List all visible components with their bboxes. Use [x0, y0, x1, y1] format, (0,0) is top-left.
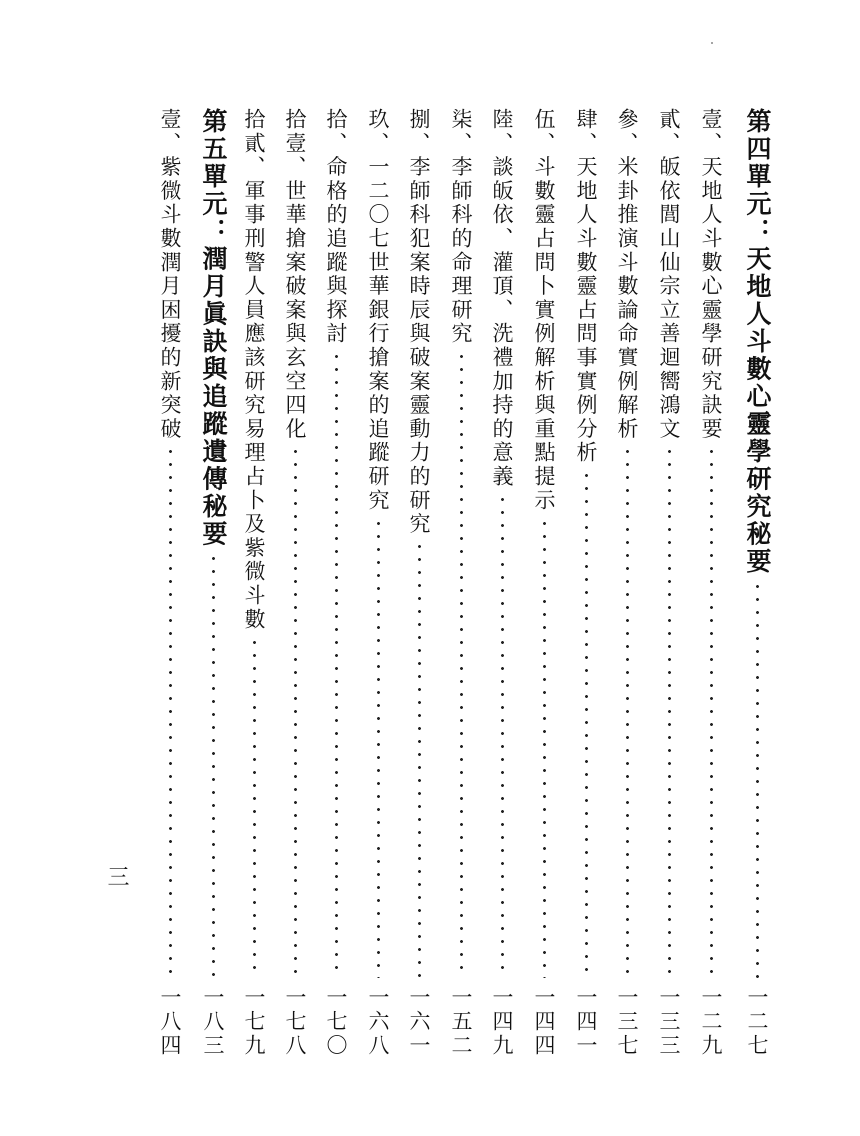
toc-entry-title: 拾貳、軍事刑警人員應該研究易理占卜及紫微斗數	[242, 108, 266, 632]
toc-entry	[236, 108, 272, 1058]
toc-entry	[277, 108, 313, 1058]
toc-entry-page: 一二九	[699, 986, 723, 1058]
toc-leader-dots	[294, 445, 297, 978]
toc-entry	[609, 108, 645, 1058]
toc-entry-page: 一七〇	[324, 986, 348, 1058]
toc-entry-title: 壹、紫微斗數潤月困擾的新突破	[158, 108, 182, 442]
toc-entry-page: 一五二	[449, 986, 473, 1058]
toc-entry	[568, 108, 604, 1058]
toc-entry-title: 第五單元：潤月眞訣與追蹤遺傳秘要	[199, 108, 228, 548]
toc-entry	[360, 108, 396, 1058]
toc-leader-dots	[501, 493, 504, 978]
toc-leader-dots	[169, 445, 172, 978]
toc-entry-title: 肆、天地人斗數靈占問事實例分析	[574, 108, 598, 465]
toc-entry-title: 第四單元：天地人斗數心靈學研究秘要	[743, 108, 772, 576]
toc-entry-page: 一六一	[407, 986, 431, 1058]
toc-entry-page: 一八四	[158, 986, 182, 1058]
toc-entry-title: 拾、命格的追蹤與探討	[324, 108, 348, 346]
toc-leader-dots	[756, 580, 759, 979]
toc-entry	[152, 108, 188, 1058]
toc-entry-page: 一三七	[615, 986, 639, 1058]
toc-entry-page: 一七八	[283, 986, 307, 1058]
toc-entry-title: 捌、李師科犯案時辰與破案靈動力的研究	[407, 108, 431, 537]
toc-entry	[693, 108, 729, 1058]
toc-entry	[401, 108, 437, 1058]
toc-entry	[443, 108, 479, 1058]
toc-entry-page: 一四九	[490, 986, 514, 1058]
toc-entry-title: 陸、談皈依、灌頂、洗禮加持的意義	[490, 108, 514, 489]
toc-entry-page: 一六八	[366, 986, 390, 1058]
toc-leader-dots	[460, 350, 463, 978]
toc-leader-dots	[418, 540, 421, 978]
toc-entry-page: 一三三	[657, 986, 681, 1058]
toc-leader-dots	[710, 445, 713, 978]
toc-heading-unit-4	[739, 108, 775, 1058]
toc-entry-page: 一四四	[532, 986, 556, 1058]
toc-entry-title: 伍、斗數靈占問卜實例解析與重點提示	[532, 108, 556, 513]
toc-entry	[318, 108, 354, 1058]
toc-leader-dots	[377, 517, 380, 978]
toc-entry-title: 玖、一二〇七世華銀行搶案的追蹤研究	[366, 108, 390, 513]
toc-leader-dots	[543, 517, 546, 978]
toc-entry-title: 貳、皈依閭山仙宗立善迴嚮鴻文	[657, 108, 681, 442]
toc-entry	[651, 108, 687, 1058]
toc-entry-page: 一二七	[745, 986, 769, 1058]
toc-leader-dots	[585, 469, 588, 978]
page-number: 三	[104, 865, 129, 887]
toc-heading-unit-5	[195, 108, 231, 1058]
toc-leader-dots	[335, 350, 338, 978]
toc-leader-dots	[253, 636, 256, 978]
toc-entry	[526, 108, 562, 1058]
toc-leader-dots	[668, 445, 671, 978]
toc-entry-page: 一四一	[574, 986, 598, 1058]
toc-entry-title: 壹、天地人斗數心靈學研究訣要	[699, 108, 723, 442]
toc-entry	[484, 108, 520, 1058]
toc-leader-dots	[626, 445, 629, 978]
toc-leader-dots	[212, 552, 215, 978]
toc-entry-page: 一七九	[242, 986, 266, 1058]
corner-speck	[711, 42, 713, 44]
toc-entry-title: 參、米卦推演斗數論命實例解析	[615, 108, 639, 442]
toc-entry-title: 拾壹、世華搶案破案與玄空四化	[283, 108, 307, 442]
toc-entry-page: 一八三	[201, 986, 225, 1058]
toc-entry-title: 柒、李師科的命理研究	[449, 108, 473, 346]
